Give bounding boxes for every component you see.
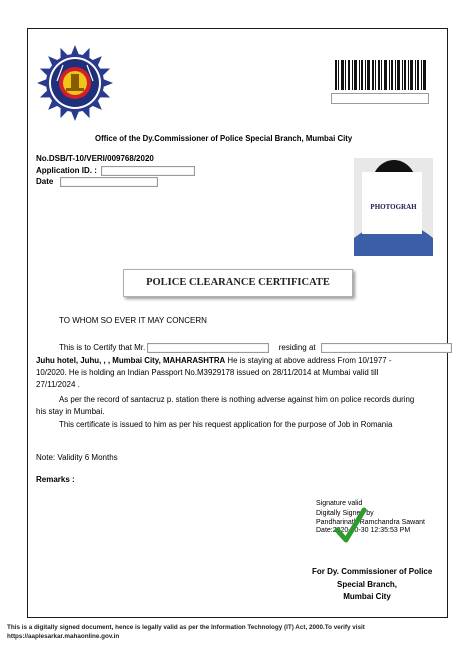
address-bold: Juhu hotel, Juhu, , , Mumbai City, MAHARASHTRA: [36, 356, 226, 365]
date-label: Date: [36, 177, 54, 187]
purpose-line: This certificate is issued to him as per his request application for the purpose of Job in Romania: [59, 420, 393, 429]
photograph: [354, 158, 433, 256]
validity-note: Note: Validity 6 Months: [36, 453, 118, 462]
address-line-rest: He is staying at above address From 10/1977 -: [225, 356, 392, 365]
application-id-label: Application ID. :: [36, 166, 97, 176]
record-line-2: his stay in Mumbai.: [36, 407, 105, 416]
address-line: [36, 356, 391, 366]
office-line: Office of the Dy.Commissioner of Police Special Branch, Mumbai City: [95, 134, 353, 143]
certify-prefix: This is to Certify that Mr.: [59, 343, 146, 353]
remarks-label: Remarks :: [36, 475, 75, 484]
date-row: [36, 177, 158, 187]
signature-line-1: Digitally Signed by: [316, 510, 374, 517]
certificate-title: POLICE CLEARANCE CERTIFICATE: [123, 269, 353, 297]
application-id-field: [101, 166, 195, 176]
green-checkmark-icon: [333, 506, 367, 546]
barcode-number-field: [331, 93, 429, 104]
name-field: [147, 343, 269, 353]
validity-date-line: 27/11/2024 .: [36, 380, 80, 389]
verify-link[interactable]: https://aaplesarkar.mahaonline.gov.in: [7, 632, 120, 640]
footer: [7, 624, 365, 641]
signature-status: Signature valid: [316, 500, 363, 507]
salutation: TO WHOM SO EVER IT MAY CONCERN: [59, 316, 207, 325]
passport-line: 10/2020. He is holding an Indian Passport No.M3929178 issued on 28/11/2014 at Mumbai valid till: [36, 368, 379, 377]
reference-number: No.DSB/T-10/VERI/009768/2020: [36, 154, 154, 163]
date-field: [60, 177, 158, 187]
signoff-line-3: Mumbai City: [343, 592, 391, 601]
signoff-line-2: Special Branch,: [336, 579, 398, 589]
certify-line: [59, 343, 452, 353]
mumbai-police-emblem-icon: [36, 44, 114, 122]
signoff-line-1: For Dy. Commissioner of Police: [312, 567, 433, 576]
barcode: [333, 60, 428, 90]
record-line: As per the record of santacruz p. station there is nothing adverse against him on police records during: [59, 395, 415, 404]
residing-at-label: residing at: [278, 343, 316, 353]
signature-signer: Pandharinath Ramchandra Sawant: [316, 518, 425, 526]
address-field: [321, 343, 452, 353]
signature-date: Date:2020-10-30 12:35:53 PM: [316, 527, 411, 534]
signoff-block: [312, 566, 433, 604]
application-id-row: [36, 166, 195, 176]
footer-line-1: This is a digitally signed document, hence is legally valid as per the Information Technology (IT) Act, 2000.To verify visit: [7, 624, 365, 631]
photograph-label: PHOTOGRAH: [370, 203, 417, 211]
